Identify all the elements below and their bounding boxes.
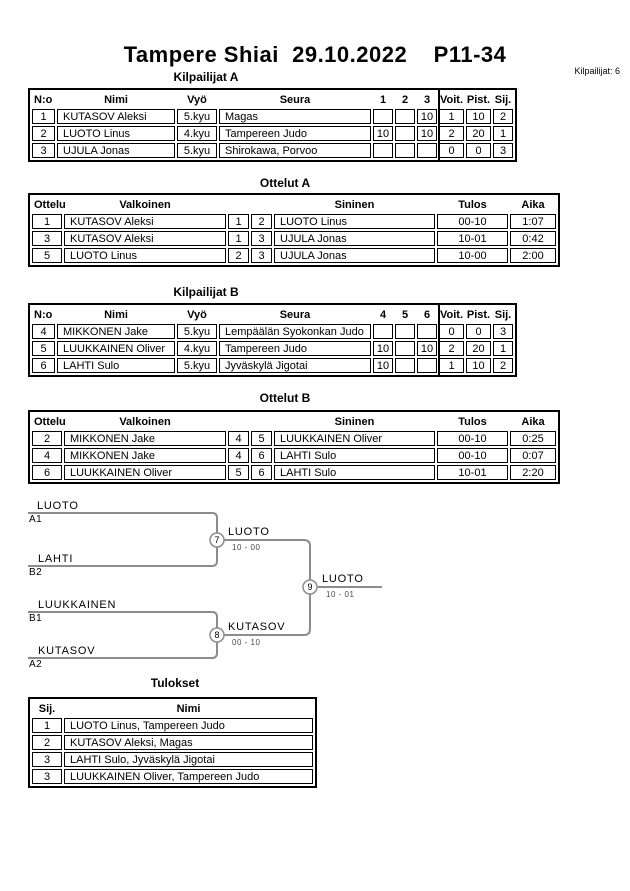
table-cell: KUTASOV Aleksi	[64, 231, 226, 246]
table-cell: 10	[466, 358, 491, 373]
table-ottelut-a	[28, 193, 560, 267]
column-header: Pist.	[466, 308, 491, 321]
table-cell: 00-10	[437, 214, 508, 229]
table-cell	[395, 324, 415, 339]
table-kilpailijat-b	[28, 303, 517, 377]
table-cell: 10	[373, 126, 393, 141]
bracket-line	[28, 513, 217, 533]
table-cell: 3	[251, 248, 272, 263]
section-title-tulokset: Tulokset	[150, 676, 200, 690]
table-cell: 1	[32, 718, 62, 733]
table-cell: 2	[439, 126, 464, 141]
table-cell: 2:00	[510, 248, 556, 263]
table-cell: KUTASOV Aleksi, Magas	[64, 735, 313, 750]
table-cell: 1:07	[510, 214, 556, 229]
page-title: Tampere Shiai 29.10.2022 P11-34	[123, 42, 507, 67]
table-cell: 4	[32, 448, 62, 463]
column-header: Vyö	[187, 308, 207, 321]
table-cell: 2	[251, 214, 272, 229]
table-cell: LAHTI Sulo	[274, 465, 435, 480]
column-header: Aika	[521, 415, 545, 428]
table-cell	[395, 341, 415, 356]
table-cell: Lempäälän Syokonkan Judo	[219, 324, 371, 339]
column-header: Voit.	[439, 308, 463, 321]
table-cell: 4	[228, 431, 249, 446]
table-cell: LUUKKAINEN Oliver	[64, 465, 226, 480]
table-cell: LUOTO Linus	[274, 214, 435, 229]
table-cell: 4	[228, 448, 249, 463]
table-cell: 10	[373, 341, 393, 356]
column-header: Sininen	[334, 415, 375, 428]
table-cell: Tampereen Judo	[219, 341, 371, 356]
table-cell: KUTASOV Aleksi	[57, 109, 175, 124]
column-header: 4	[379, 308, 387, 321]
column-header: Sij.	[38, 702, 56, 715]
column-header	[251, 414, 272, 429]
table-cell: 5	[32, 248, 62, 263]
table-cell: 1	[493, 341, 513, 356]
table-cell	[417, 358, 437, 373]
table-cell: MIKKONEN Jake	[64, 431, 226, 446]
table-cell: 2:20	[510, 465, 556, 480]
table-cell: 1	[439, 358, 464, 373]
table-cell: 6	[251, 465, 272, 480]
column-header	[251, 197, 272, 212]
table-cell	[417, 143, 437, 158]
bracket-match-score: 10 - 01	[326, 590, 355, 599]
table-cell: 0	[466, 143, 491, 158]
table-cell	[395, 126, 415, 141]
table-cell: LAHTI Sulo, Jyväskylä Jigotai	[64, 752, 313, 767]
column-header	[228, 197, 249, 212]
table-cell: MIKKONEN Jake	[64, 448, 226, 463]
bracket-seed: A2	[29, 659, 43, 670]
section-title-kilpailijat-a: Kilpailijat A	[173, 70, 239, 84]
table-cell: 00-10	[437, 431, 508, 446]
table-cell: 2	[493, 109, 513, 124]
bracket-slot-name: KUTASOV	[38, 645, 96, 657]
table-cell: 2	[32, 126, 55, 141]
table-cell: Jyväskylä Jigotai	[219, 358, 371, 373]
table-cell: 0	[439, 143, 464, 158]
table-cell: 5	[228, 465, 249, 480]
table-cell: 5	[32, 341, 55, 356]
table-cell: 6	[32, 358, 55, 373]
table-cell: Shirokawa, Porvoo	[219, 143, 371, 158]
column-header: Nimi	[176, 702, 201, 715]
table-cell: 5.kyu	[177, 109, 217, 124]
table-cell: 3	[32, 143, 55, 158]
table-cell: LAHTI Sulo	[274, 448, 435, 463]
bracket-winner-name: KUTASOV	[228, 621, 286, 633]
competitor-count: Kilpailijat: 6	[574, 66, 620, 76]
table-cell: 00-10	[437, 448, 508, 463]
table-cell	[373, 324, 393, 339]
column-header: 6	[423, 308, 431, 321]
table-cell: 0:42	[510, 231, 556, 246]
bracket-seed: B1	[29, 613, 43, 624]
bracket-slot-name: LAHTI	[38, 553, 74, 565]
table-cell: 10	[417, 109, 437, 124]
bracket-seed: A1	[29, 514, 43, 525]
table-cell: 5.kyu	[177, 358, 217, 373]
column-header: 5	[401, 308, 409, 321]
column-header: Nimi	[104, 308, 128, 321]
column-header: Seura	[279, 93, 311, 106]
table-cell: 20	[466, 126, 491, 141]
table-cell: 3	[493, 143, 513, 158]
table-cell	[373, 143, 393, 158]
table-cell: 2	[439, 341, 464, 356]
table-cell: 1	[32, 109, 55, 124]
table-cell: 3	[493, 324, 513, 339]
column-header: N:o	[34, 93, 53, 106]
column-header: Valkoinen	[119, 198, 171, 211]
table-cell: 3	[32, 769, 62, 784]
bracket-line	[28, 612, 217, 628]
column-header: Tulos	[458, 415, 487, 428]
table-cell: 2	[228, 248, 249, 263]
table-cell: 6	[251, 448, 272, 463]
match-number: 9	[307, 582, 313, 592]
table-cell	[395, 109, 415, 124]
column-header: Sij.	[494, 93, 512, 106]
table-cell: 10	[466, 109, 491, 124]
table-cell	[417, 324, 437, 339]
table-cell: 1	[32, 214, 62, 229]
match-number: 8	[214, 630, 220, 640]
table-cell: 1	[228, 214, 249, 229]
table-cell: 10-00	[437, 248, 508, 263]
table-cell: 4	[32, 324, 55, 339]
table-cell: 5	[251, 431, 272, 446]
bracket-seed: B2	[29, 567, 43, 578]
bracket-winner-name: LUOTO	[322, 573, 364, 585]
table-cell: LUOTO Linus	[57, 126, 175, 141]
table-cell: 10	[373, 358, 393, 373]
table-cell: LUUKKAINEN Oliver, Tampereen Judo	[64, 769, 313, 784]
section-title-kilpailijat-b: Kilpailijat B	[173, 285, 239, 299]
column-header: Vyö	[187, 93, 207, 106]
table-cell: 2	[32, 735, 62, 750]
table-cell: 6	[32, 465, 62, 480]
column-header: Seura	[279, 308, 311, 321]
table-cell: UJULA Jonas	[274, 248, 435, 263]
table-cell: 2	[493, 358, 513, 373]
table-cell: 1	[439, 109, 464, 124]
table-cell: LUUKKAINEN Oliver	[57, 341, 175, 356]
table-cell	[395, 143, 415, 158]
score-section-divider	[438, 305, 440, 375]
table-cell: 1	[493, 126, 513, 141]
table-cell: 0:25	[510, 431, 556, 446]
table-cell: LAHTI Sulo	[57, 358, 175, 373]
column-header: Sij.	[494, 308, 512, 321]
column-header: Sininen	[334, 198, 375, 211]
table-cell: 5.kyu	[177, 324, 217, 339]
column-header: Ottelu	[34, 198, 66, 211]
section-title-ottelut-a: Ottelut A	[259, 176, 311, 190]
table-cell	[373, 109, 393, 124]
table-cell: KUTASOV Aleksi	[64, 214, 226, 229]
column-header: Ottelu	[34, 415, 66, 428]
bracket-slot-name: LUUKKAINEN	[38, 599, 117, 611]
table-cell: 3	[32, 752, 62, 767]
table-cell: UJULA Jonas	[57, 143, 175, 158]
column-header: Pist.	[466, 93, 491, 106]
table-cell: 10	[417, 126, 437, 141]
table-cell	[395, 358, 415, 373]
table-cell: 0	[466, 324, 491, 339]
score-section-divider	[438, 90, 440, 160]
table-cell: 4.kyu	[177, 341, 217, 356]
table-cell: LUOTO Linus	[64, 248, 226, 263]
bracket-match-score: 00 - 10	[232, 638, 261, 647]
table-cell: UJULA Jonas	[274, 231, 435, 246]
table-cell: Tampereen Judo	[219, 126, 371, 141]
table-ottelut-b	[28, 410, 560, 484]
column-header: N:o	[34, 308, 53, 321]
table-cell: MIKKONEN Jake	[57, 324, 175, 339]
table-tulokset	[28, 697, 317, 788]
column-header: Tulos	[458, 198, 487, 211]
table-cell: 3	[32, 231, 62, 246]
table-cell: 5.kyu	[177, 143, 217, 158]
column-header: Voit.	[439, 93, 463, 106]
match-number: 7	[214, 535, 220, 545]
bracket-winner-name: LUOTO	[228, 526, 270, 538]
table-cell: LUUKKAINEN Oliver	[274, 431, 435, 446]
bracket-slot-name: LUOTO	[37, 500, 79, 512]
column-header: Aika	[521, 198, 545, 211]
table-cell: 4.kyu	[177, 126, 217, 141]
table-cell: 3	[251, 231, 272, 246]
table-cell: Magas	[219, 109, 371, 124]
column-header: 1	[379, 93, 387, 106]
column-header: 2	[401, 93, 409, 106]
column-header	[228, 414, 249, 429]
table-cell: 1	[228, 231, 249, 246]
table-cell: 2	[32, 431, 62, 446]
table-cell: 20	[466, 341, 491, 356]
table-cell: 0:07	[510, 448, 556, 463]
table-cell: 10-01	[437, 231, 508, 246]
table-cell: 0	[439, 324, 464, 339]
table-cell: 10	[417, 341, 437, 356]
table-cell: LUOTO Linus, Tampereen Judo	[64, 718, 313, 733]
table-kilpailijat-a	[28, 88, 517, 162]
column-header: Valkoinen	[119, 415, 171, 428]
bracket-match-score: 10 - 00	[232, 543, 261, 552]
column-header: 3	[423, 93, 431, 106]
section-title-ottelut-b: Ottelut B	[259, 391, 311, 405]
column-header: Nimi	[104, 93, 128, 106]
table-cell: 10-01	[437, 465, 508, 480]
